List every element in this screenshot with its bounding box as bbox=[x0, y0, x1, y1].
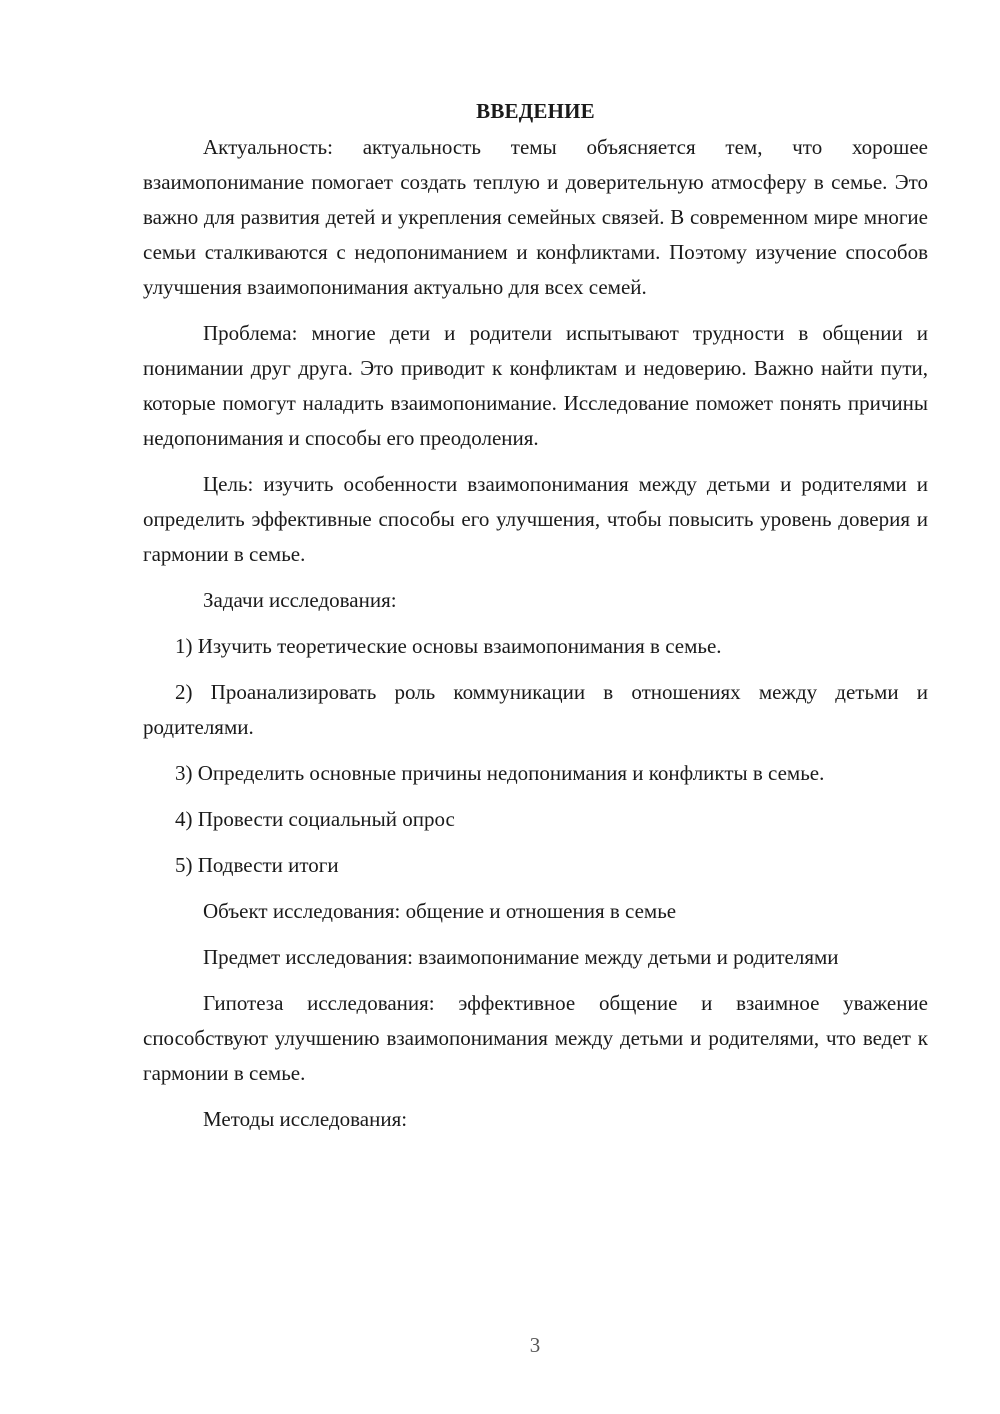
object-paragraph: Объект исследования: общение и отношения в семье bbox=[203, 899, 677, 923]
problem-paragraph: Проблема: многие дети и родители испытывают трудности в общении и понимании друг друга. Это приводит к конфликтам и недоверию. Важно найти пути, которые помогут наладить взаимопонимание. Исследование поможет понять причины недопонимания и способы его преодоления. bbox=[143, 321, 928, 450]
page-title: ВВЕДЕНИЕ bbox=[476, 99, 595, 123]
task-item-2: 2) Проанализировать роль коммуникации в отношениях между детьми и родителями. bbox=[143, 680, 928, 739]
task-item-3: 3) Определить основные причины недопонимания и конфликты в семье. bbox=[175, 761, 825, 785]
relevance-paragraph: Актуальность: актуальность темы объясняется тем, что хорошее взаимопонимание помогает создать теплую и доверительную атмосферу в семье. Это важно для развития детей и укрепления семейных связей. В современном мире многие семьи сталкиваются с недопониманием и конфликтами. Поэтому изучение способов улучшения взаимопонимания актуально для всех семей. bbox=[143, 135, 928, 299]
subject-paragraph: Предмет исследования: взаимопонимание между детьми и родителями bbox=[203, 945, 839, 969]
methods-heading: Методы исследования: bbox=[203, 1107, 408, 1131]
task-item-5: 5) Подвести итоги bbox=[175, 853, 339, 877]
hypothesis-paragraph: Гипотеза исследования: эффективное общение и взаимное уважение способствуют улучшению взаимопонимания между детьми и родителями, что ведет к гармонии в семье. bbox=[143, 991, 928, 1085]
task-item-4: 4) Провести социальный опрос bbox=[175, 807, 455, 831]
task-item-1: 1) Изучить теоретические основы взаимопонимания в семье. bbox=[175, 634, 722, 658]
tasks-heading: Задачи исследования: bbox=[203, 588, 397, 612]
goal-paragraph: Цель: изучить особенности взаимопонимания между детьми и родителями и определить эффективные способы его улучшения, чтобы повысить уровень доверия и гармонии в семье. bbox=[143, 472, 928, 566]
document-page bbox=[143, 96, 928, 1148]
page-number: 3 bbox=[529, 1333, 541, 1357]
